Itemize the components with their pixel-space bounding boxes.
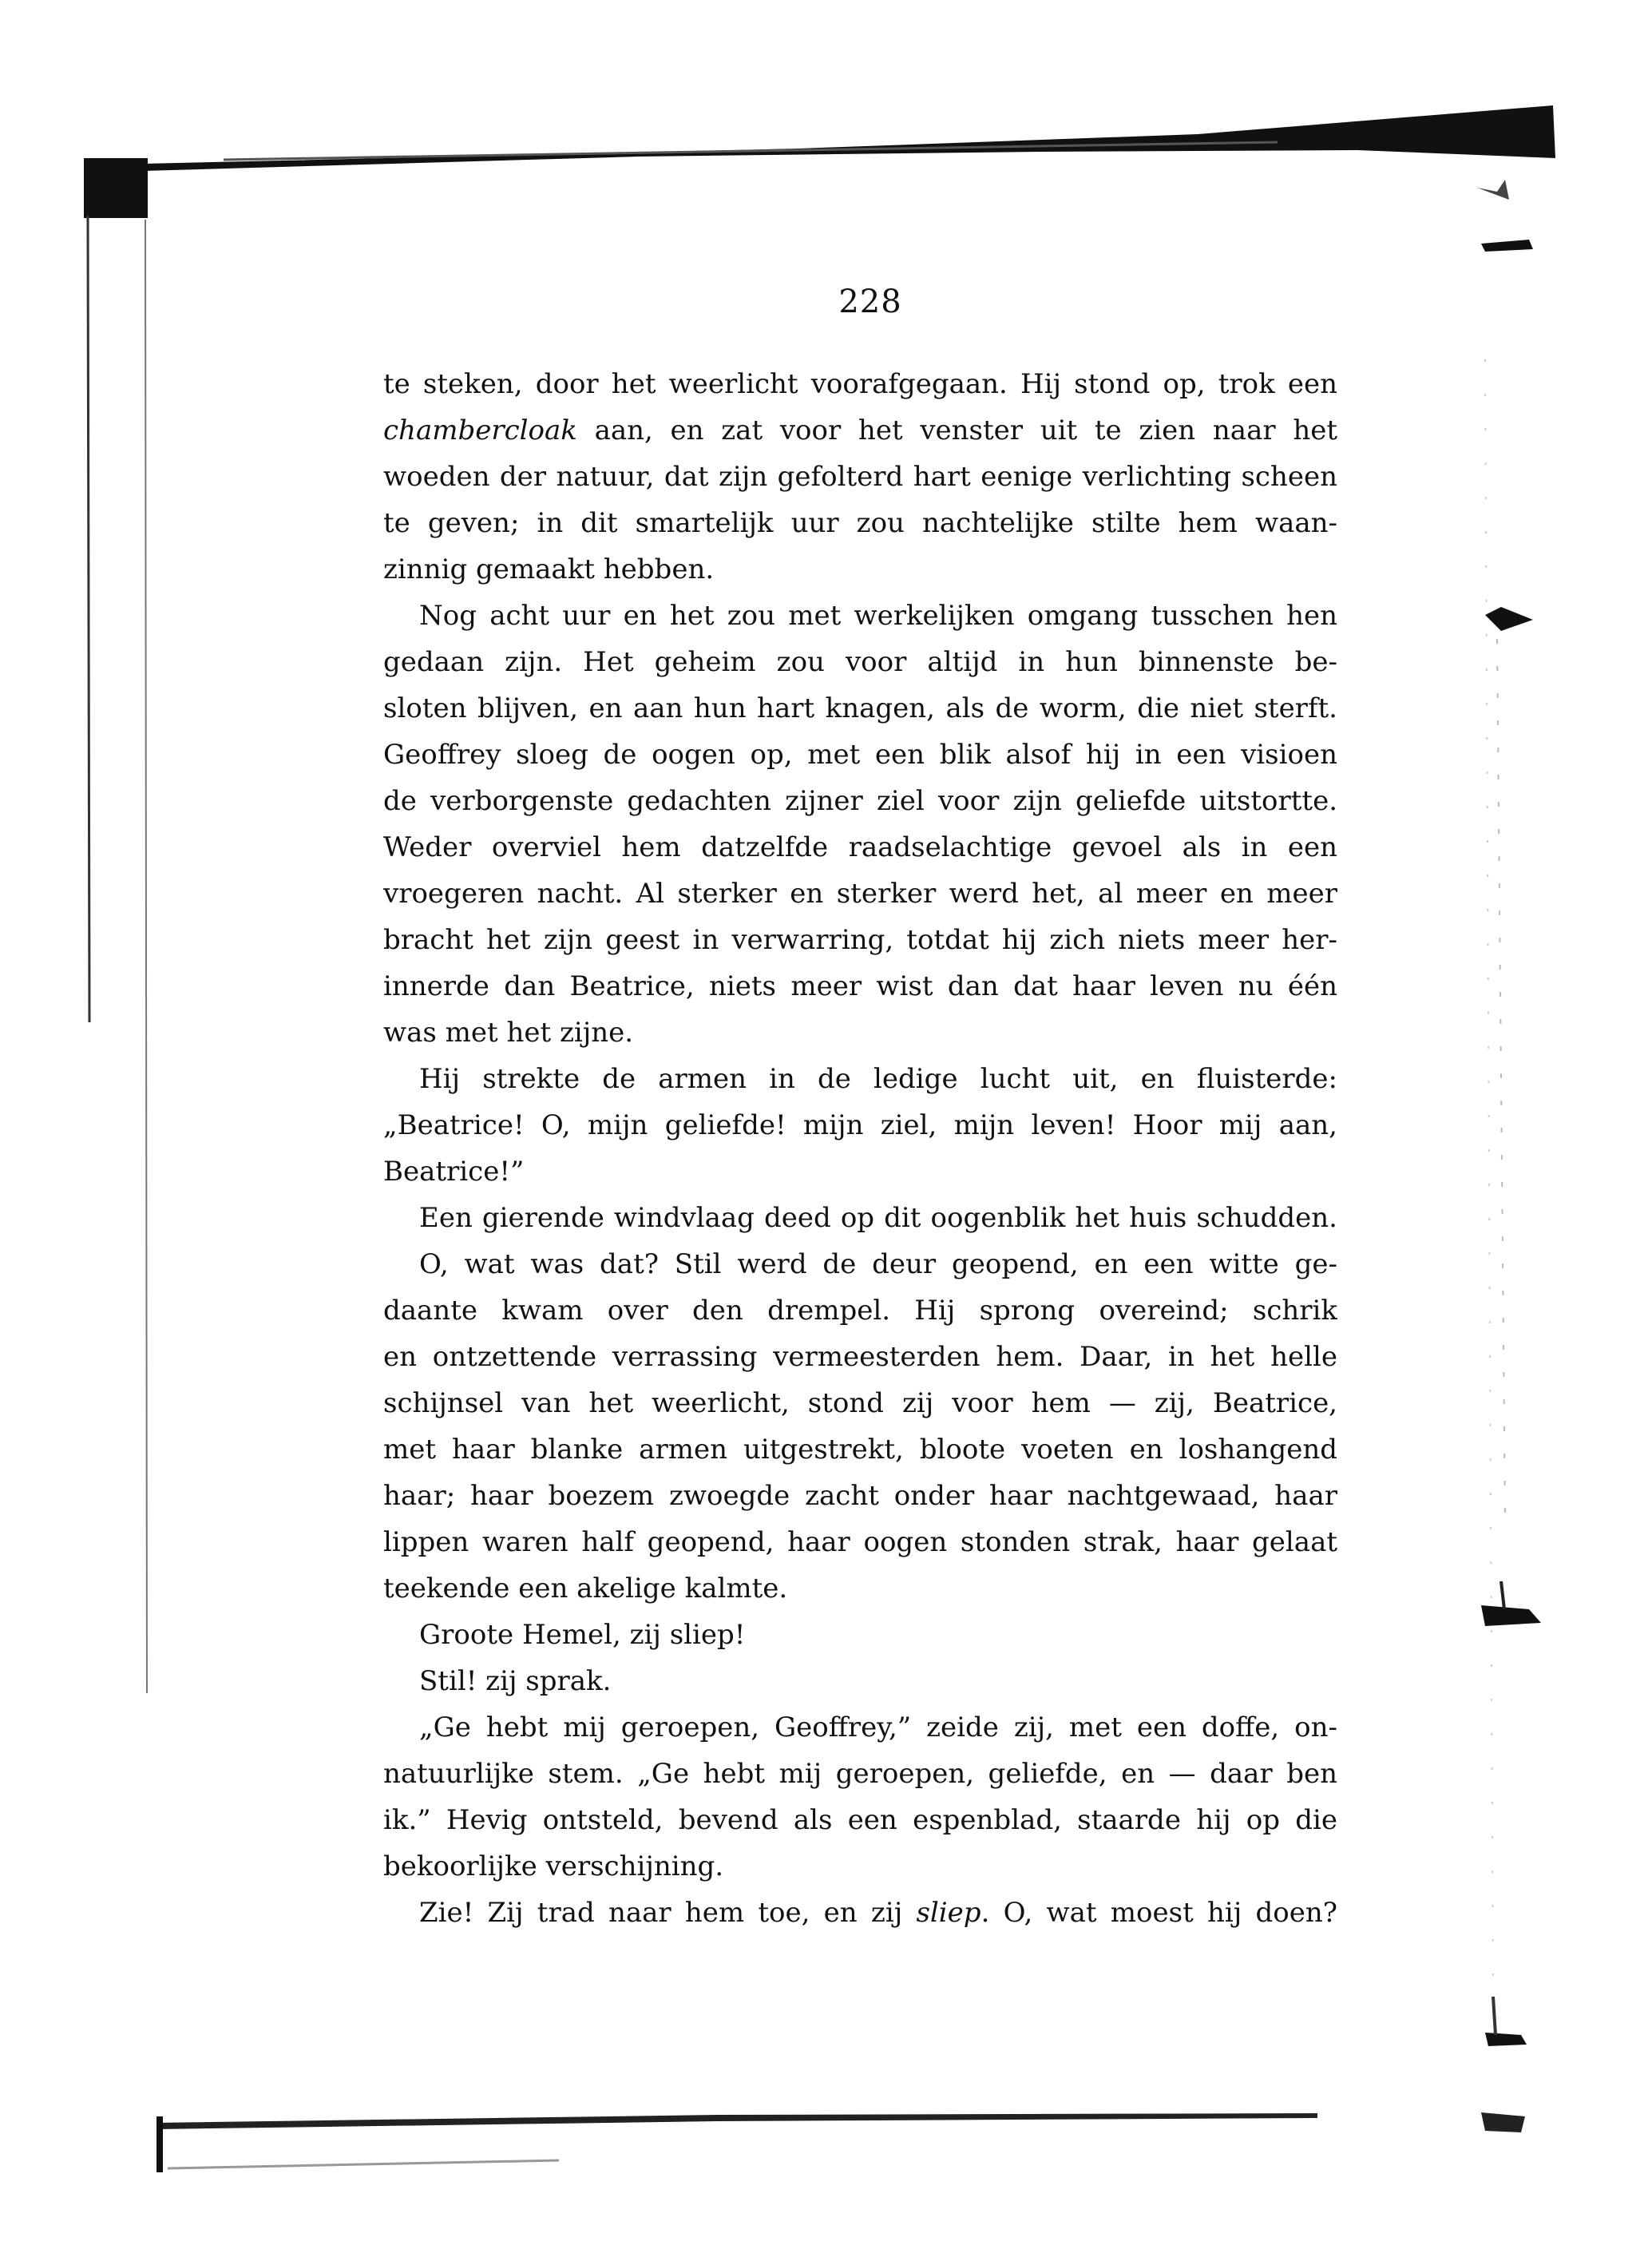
bottom-scan-bar xyxy=(156,2113,1317,2129)
line-text: Zie! Zij trad naar hem toe, en zij xyxy=(419,1897,917,1929)
bottom-left-corner xyxy=(156,2116,163,2172)
text-line xyxy=(383,917,1337,963)
line-text: met haar blanke armen uitgestrekt, bloote voeten en loshangend xyxy=(383,1434,1337,1466)
line-text: „Ge hebt mij geroepen, Geoffrey,” zeide zij, met een doffe, on- xyxy=(419,1712,1337,1743)
italic-text: sliep xyxy=(916,1897,981,1929)
text-line xyxy=(383,1334,1337,1380)
line-text: daante kwam over den drempel. Hij sprong overeind; schrik xyxy=(383,1295,1337,1327)
text-line xyxy=(383,732,1337,778)
text-line xyxy=(383,1473,1337,1519)
line-text: vroegeren nacht. Al sterker en sterker werd het, al meer en meer xyxy=(383,878,1337,910)
right-edge-mark-3 xyxy=(1485,607,1533,631)
line-text: aan, en zat voor het venster uit te zien naar het xyxy=(576,414,1337,446)
right-edge-speckle xyxy=(1497,639,1505,1517)
line-text: Groote Hemel, zij sliep! xyxy=(419,1619,746,1651)
line-text: de verborgenste gedachten zijner ziel voor zijn geliefde uitstortte. xyxy=(383,785,1337,817)
text-line xyxy=(383,963,1337,1009)
top-left-corner-block xyxy=(84,158,148,218)
line-text: Nog acht uur en het zou met werkelijken omgang tusschen hen xyxy=(419,600,1337,632)
text-line xyxy=(383,685,1337,732)
bottom-scan-noise xyxy=(168,2160,559,2168)
text-line xyxy=(383,1658,1337,1704)
right-edge-speckle-2 xyxy=(1485,359,1493,1997)
line-text: ik.” Hevig ontsteld, bevend als een espenblad, staarde hij op die xyxy=(383,1804,1337,1836)
left-page-edge xyxy=(88,216,89,1022)
line-text: O, wat was dat? Stil werd de deur geopend, en een witte ge- xyxy=(419,1248,1337,1280)
text-line xyxy=(383,500,1337,546)
text-line xyxy=(383,1241,1337,1287)
italic-text: chambercloak xyxy=(383,414,577,446)
line-text: en ontzettende verrassing vermeesterden hem. Daar, in het helle xyxy=(383,1341,1337,1373)
text-line xyxy=(383,871,1337,917)
text-line xyxy=(383,1704,1337,1751)
line-text: woeden der natuur, dat zijn gefolterd hart eenige verlichting scheen xyxy=(383,461,1337,493)
text-line xyxy=(383,454,1337,500)
line-text: bracht het zijn geest in verwarring, totdat hij zich niets meer her- xyxy=(383,924,1337,956)
right-edge-mark-5 xyxy=(1485,2033,1527,2046)
line-text: lippen waren half geopend, haar oogen stonden strak, haar gelaat xyxy=(383,1526,1337,1558)
right-edge-mark-4-stem xyxy=(1501,1581,1504,1609)
line-text: Geoffrey sloeg de oogen op, met een blik alsof hij in een visioen xyxy=(383,739,1337,771)
right-edge-mark-6 xyxy=(1481,2112,1525,2132)
line-text: Hij strekte de armen in de ledige lucht uit, en fluisterde: xyxy=(419,1063,1337,1095)
text-line xyxy=(383,361,1337,407)
line-text: Beatrice!” xyxy=(383,1156,525,1188)
right-edge-mark-2 xyxy=(1481,240,1533,252)
left-page-edge-inner xyxy=(145,220,147,1693)
line-text: . O, wat moest hij doen? xyxy=(981,1897,1337,1929)
line-text: te geven; in dit smartelijk uur zou nachtelijke stilte hem waan- xyxy=(383,507,1337,539)
text-line xyxy=(383,407,1337,454)
page-number: 228 xyxy=(838,284,902,320)
text-line xyxy=(383,1380,1337,1426)
text-line xyxy=(383,1612,1337,1658)
text-line xyxy=(383,824,1337,871)
right-edge-mark-5-stem xyxy=(1493,1997,1496,2035)
text-line xyxy=(383,639,1337,685)
line-text: „Beatrice! O, mijn geliefde! mijn ziel, mijn leven! Hoor mij aan, xyxy=(383,1109,1337,1141)
text-line xyxy=(383,1009,1337,1056)
text-line xyxy=(383,1426,1337,1473)
text-line xyxy=(383,1195,1337,1241)
text-line xyxy=(383,1519,1337,1565)
body-text xyxy=(383,361,1337,1936)
line-text: innerde dan Beatrice, niets meer wist dan dat haar leven nu één xyxy=(383,970,1337,1002)
line-text: bekoorlijke verschijning. xyxy=(383,1850,724,1882)
line-text: Stil! zij sprak. xyxy=(419,1665,612,1697)
line-text: Een gierende windvlaag deed op dit oogenblik het huis schudden. xyxy=(419,1202,1337,1234)
text-line xyxy=(383,546,1337,593)
line-text: gedaan zijn. Het geheim zou voor altijd in hun binnenste be- xyxy=(383,646,1337,678)
text-line xyxy=(383,778,1337,824)
text-line xyxy=(383,1287,1337,1334)
text-line xyxy=(383,1056,1337,1102)
line-text: haar; haar boezem zwoegde zacht onder haar nachtgewaad, haar xyxy=(383,1480,1337,1512)
text-line xyxy=(383,1148,1337,1195)
line-text: sloten blijven, en aan hun hart knagen, als de worm, die niet sterft. xyxy=(383,692,1337,724)
line-text: was met het zijne. xyxy=(383,1017,634,1049)
line-text: schijnsel van het weerlicht, stond zij voor hem — zij, Beatrice, xyxy=(383,1387,1337,1419)
line-text: Weder overviel hem datzelfde raadselachtige gevoel als in een xyxy=(383,831,1337,863)
text-line xyxy=(383,1890,1337,1936)
line-text: zinnig gemaakt hebben. xyxy=(383,553,715,585)
line-text: te steken, door het weerlicht voorafgegaan. Hij stond op, trok een xyxy=(383,368,1337,400)
text-line xyxy=(383,1565,1337,1612)
line-text: natuurlijke stem. „Ge hebt mij geroepen, geliefde, en — daar ben xyxy=(383,1758,1337,1790)
top-scan-bar xyxy=(144,105,1555,171)
text-line xyxy=(383,1843,1337,1890)
text-line xyxy=(383,1751,1337,1797)
line-text: teekende een akelige kalmte. xyxy=(383,1573,788,1604)
right-edge-mark-4 xyxy=(1481,1605,1541,1626)
text-line xyxy=(383,1102,1337,1148)
right-edge-mark-1 xyxy=(1477,180,1509,200)
text-line xyxy=(383,1797,1337,1843)
text-line xyxy=(383,593,1337,639)
